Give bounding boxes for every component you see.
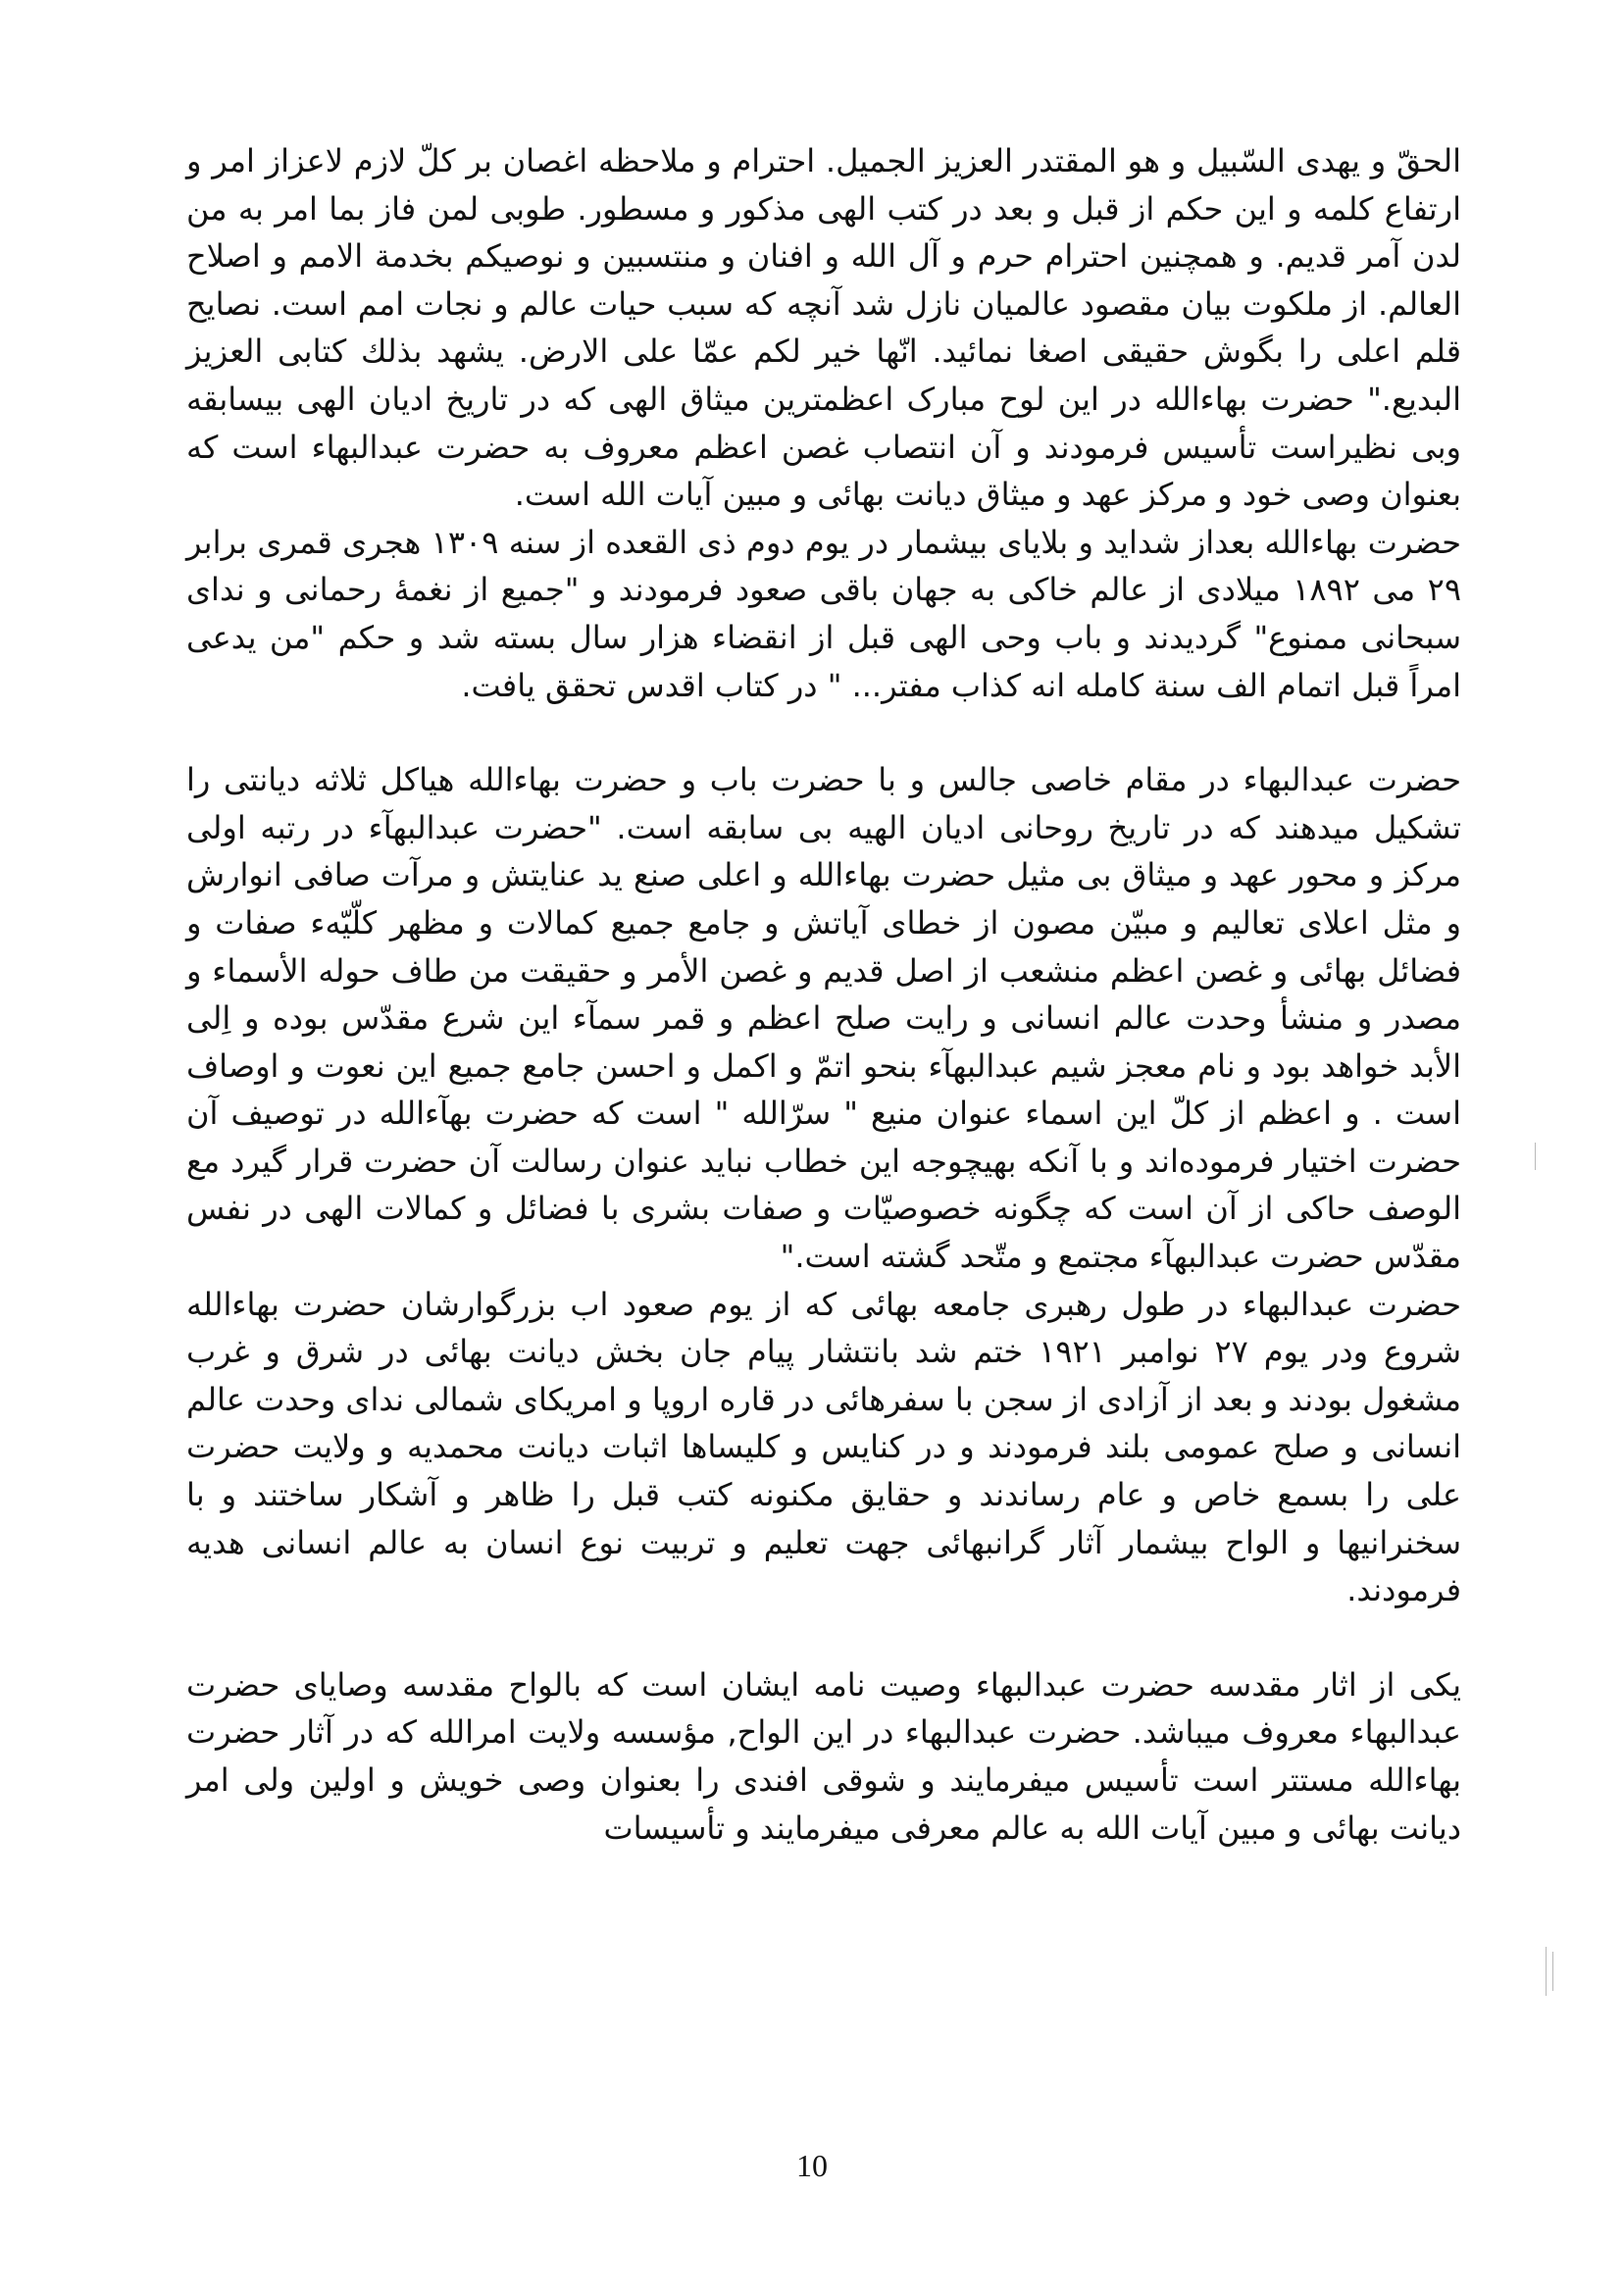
scan-margin-mark (1535, 1143, 1536, 1170)
scan-margin-mark (1552, 1952, 1553, 1991)
paragraph-5: يكى از اثار مقدسه حضرت عبدالبهاء وصيت نامه ايشان است كه بالواح مقدسه وصاياى حضرت عبدالبهاء معروف ميباشد. حضرت عبدالبهاء در اين الواح, مؤسسه ولايت امرالله كه در آثار حضرت بهاءالله مستتر است تأسيس ميفرمايند و شوقى افندى را بعنوان وصى خويش و اولين ولى امر ديانت بهائى و مبين آيات الله به عالم معرفى ميفرمايند و تأسيسات (186, 1665, 1461, 1847)
paragraph-3: حضرت عبدالبهاء در مقام خاصى جالس و با حضرت باب و حضرت بهاءالله هياكل ثلاثه ديانتى را تشكيل ميدهند كه در تاريخ روحانى اديان الهيه بى سابقه است. "حضرت عبدالبهآء در رتبه اولى مركز و محور عهد و ميثاق بى مثيل حضرت بهاءالله و اعلى صنع يد عنايتش و مرآت صافى انوارش و مثل اعلاى تعاليم و مبيّن مصون از خطاى آياتش و جامع جميع كمالات و مظهر كلّيّهء صفات و فضائل بهائى و غصن اعظم منشعب از اصل قديم و غصن الأمر و حقيقت من طاف حوله الأسماء و مصدر و منشأ وحدت عالم انسانى و رايت صلح اعظم و قمر سمآء اين شرع مقدّس بوده و اِلى الأبد خواهد بود و نام معجز شيم عبدالبهآء بنحو اتمّ و اكمل و احسن جامع جميع اين نعوت و اوصاف است . و اعظم از كلّ اين اسماء عنوان منيع " سرّالله " است كه حضرت بهآءالله در توصيف آن حضرت اختيار فرموده‌اند و با آنكه بهيچوجه اين خطاب نبايد عنوان رسالت آن حضرت قرار گيرد مع الوصف حاكى از آن است كه چگونه خصوصيّات و صفات بشرى با فضائل و كمالات الهى در نفس مقدّس حضرت عبدالبهآء مجتمع و متّحد گشته است." (186, 761, 1461, 1276)
body-text (186, 137, 1461, 1852)
page-number: 10 (796, 2148, 828, 2183)
paragraph-4: حضرت عبدالبهاء در طول رهبرى جامعه بهائى كه از يوم صعود اب بزرگوارشان حضرت بهاءالله شروع ودر يوم ۲۷ نوامبر ۱۹۲۱ ختم شد بانتشار پيام جان بخش ديانت بهائى در شرق و غرب مشغول بودند و بعد از آزادى از سجن با سفرهائى در قاره اروپا و امريكاى شمالى نداى وحدت عالم انسانى و صلح عمومى بلند فرمودند و در كنايس و كليساها اثبات ديانت محمديه و ولايت حضرت على را بسمع خاص و عام رساندند و حقايق مكنونه كتب قبل را ظاهر و آشكار ساختند و با سخنرانيها و الواح بيشمار آثار گرانبهائى جهت تعليم و تربيت نوع انسان به عالم انسانى هديه فرمودند. (186, 1285, 1462, 1609)
scan-margin-mark (1546, 1947, 1547, 1996)
paragraph-1: الحقّ و يهدى السّبيل و هو المقتدر العزيز الجميل. احترام و ملاحظه اغصان بر كلّ لازم لاعزاز امر و ارتفاع كلمه و اين حكم از قبل و بعد در كتب الهى مذكور و مسطور. طوبى لمن فاز بما امر به من لدن آمر قديم. و همچنين احترام حرم و آل الله و افنان و منتسبين و نوصيكم بخدمة الامم و اصلاح العالم. از ملكوت بيان مقصود عالميان نازل شد آنچه كه سبب حيات عالم و نجات امم است. نصايح قلم اعلى را بگوش حقيقى اصغا نمائيد. انّها خير لكم عمّا على الارض. يشهد بذلك كتابى العزيز البديع." حضرت بهاءالله در اين لوح مبارک اعظمترين ميثاق الهى كه در تاريخ اديان الهى بيسابقه وبى نظيراست تأسيس فرمودند و آن انتصاب غصن اعظم معروف به حضرت عبدالبهاء است كه بعنوان وصى خود و مركز عهد و ميثاق ديانت بهائى و مبين آيات الله است. (186, 142, 1461, 514)
paragraph-2: حضرت بهاءالله بعداز شدايد و بلاياى بيشمار در يوم دوم ذى القعده از سنه ۱۳۰۹ هجرى قمرى برابر ۲۹ مى ۱۸۹۲ ميلادى از عالم خاكى به جهان باقى صعود فرمودند و "جميع از نغمهٔ رحمانى و نداى سبحانى ممنوع" گرديدند و باب وحى الهى قبل از انقضاء هزار سال بسته شد و حكم "من يدعى امراً قبل اتمام الف سنة كامله انه كذاب مفتر... " در كتاب اقدس تحقق يافت. (186, 523, 1462, 704)
